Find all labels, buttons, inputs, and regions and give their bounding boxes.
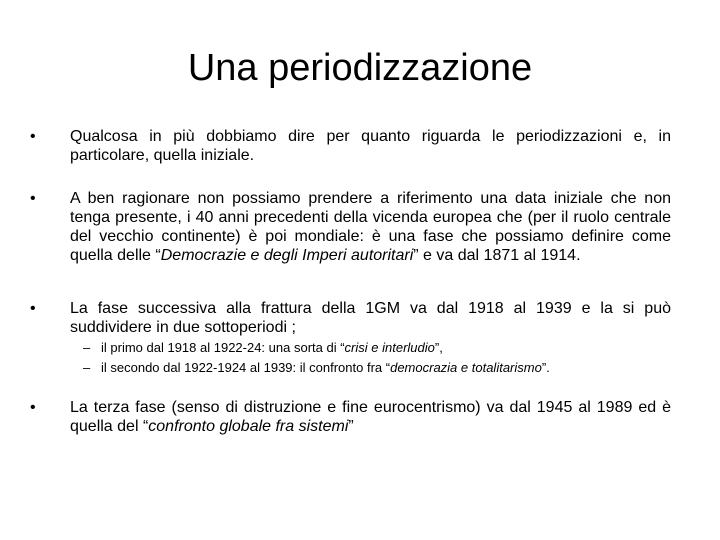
sub-item-text-part: il primo dal 1918 al 1922-24: una sorta di “ (101, 340, 345, 355)
bullet-text: Qualcosa in più dobbiamo dire per quanto riguarda le periodizzazioni e, in particolare, quella iniziale. (70, 128, 671, 164)
sub-item-marker: – (83, 360, 91, 375)
slide-title: Una periodizzazione (187, 47, 533, 89)
sub-item-text-emphasis: democrazia e totalitarismo (390, 360, 542, 375)
sub-item-text-part: ”, (434, 340, 443, 355)
bullet-text-part: ” e va dal 1871 al 1914. (413, 247, 581, 264)
bullet-text (70, 189, 671, 265)
sub-item-text-part: il secondo dal 1922-1924 al 1939: il confronto fra “ (101, 360, 391, 375)
sub-item-text (101, 359, 550, 376)
bullet-text: La fase successiva alla frattura della 1GM va dal 1918 al 1939 e la si può suddividere in due sottoperiodi ; (70, 300, 671, 336)
sub-item-text (101, 339, 443, 356)
sub-item-marker: – (83, 340, 91, 355)
sub-item-text-part: ”. (541, 360, 550, 375)
sub-item-text-emphasis: crisi e interludio (344, 340, 435, 355)
bullet-text-part: La terza fase (senso di distruzione e fine eurocentrismo) va dal 1945 al 1989 ed è quella del “ (70, 399, 671, 435)
bullet-text-part: A ben ragionare non possiamo prendere a riferimento una data iniziale che non tenga presente, i 40 anni precedenti della vicenda europea che (per il ruolo centrale del vecchio continente) è poi mondiale: è una fase che possiamo definire come quella delle “ (70, 190, 671, 264)
bullet-marker: • (30, 190, 36, 207)
bullet-text-emphasis: confronto globale fra sistemi (148, 418, 349, 435)
bullet-marker: • (30, 128, 36, 145)
bullet-text-part: ” (348, 418, 354, 435)
bullet-marker: • (30, 399, 36, 416)
bullet-marker: • (30, 300, 36, 317)
bullet-text (70, 398, 671, 436)
bullet-text-emphasis: Democrazie e degli Imperi autoritari (160, 247, 414, 264)
